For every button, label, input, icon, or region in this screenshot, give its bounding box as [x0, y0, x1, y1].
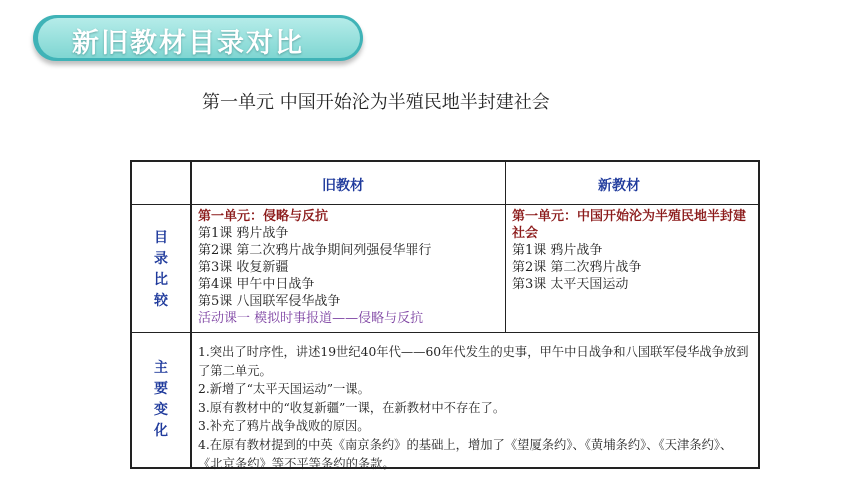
row-label-char: 目	[154, 230, 168, 246]
header-new: 新教材	[598, 178, 640, 194]
row-label-char: 变	[154, 402, 168, 418]
table-divider	[505, 162, 506, 332]
change-item: 3.补充了鸦片战争战败的原因。	[198, 419, 370, 434]
comparison-table	[130, 160, 760, 469]
new-lesson: 第3课 太平天国运动	[512, 277, 629, 292]
slide-subtitle: 第一单元 中国开始沦为半殖民地半封建社会	[202, 92, 550, 113]
row-label-changes	[151, 358, 171, 442]
new-unit-title: 第一单元：中国开始沦为半殖民地半封建社会	[512, 209, 747, 241]
old-lesson: 第5课 八国联军侵华战争	[198, 294, 341, 309]
old-textbook-cell	[198, 208, 503, 327]
new-textbook-cell	[512, 208, 752, 293]
new-lesson: 第1课 鸦片战争	[512, 243, 603, 258]
header-old: 旧教材	[322, 178, 364, 194]
row-label-char: 化	[154, 423, 168, 439]
row-label-char: 要	[154, 381, 168, 397]
table-divider	[132, 332, 758, 333]
row-label-char: 较	[154, 293, 168, 309]
table-divider	[132, 204, 758, 205]
row-label-catalog	[151, 228, 171, 312]
change-item: 4.在原有教材提到的中英《南京条约》的基础上，增加了《望厦条约》、《黄埔条约》、《天津条约》、《北京条约》等不平等条约的条款。	[198, 437, 733, 471]
old-lesson: 第2课 第二次鸦片战争期间列强侵华罪行	[198, 243, 432, 258]
table-divider	[190, 162, 192, 467]
change-item: 1.突出了时序性，讲述19世纪40年代——60年代发生的史事，甲午中日战争和八国联军侵华战争放到了第二单元。	[198, 345, 749, 378]
slide-title: 新旧教材目录对比	[72, 28, 304, 59]
change-item: 3.原有教材中的“收复新疆”一课，在新教材中不存在了。	[198, 400, 506, 415]
row-label-char: 录	[154, 251, 168, 267]
old-activity-lesson: 活动课一 模拟时事报道——侵略与反抗	[198, 311, 424, 326]
old-lesson: 第1课 鸦片战争	[198, 226, 289, 241]
old-lesson: 第4课 甲午中日战争	[198, 277, 315, 292]
change-item: 2.新增了“太平天国运动”一课。	[198, 382, 370, 397]
new-lesson: 第2课 第二次鸦片战争	[512, 260, 642, 275]
old-lesson: 第3课 收复新疆	[198, 260, 289, 275]
row-label-char: 主	[154, 360, 168, 376]
old-unit-title: 第一单元：侵略与反抗	[198, 209, 329, 224]
changes-cell	[198, 343, 750, 473]
row-label-char: 比	[154, 272, 168, 288]
